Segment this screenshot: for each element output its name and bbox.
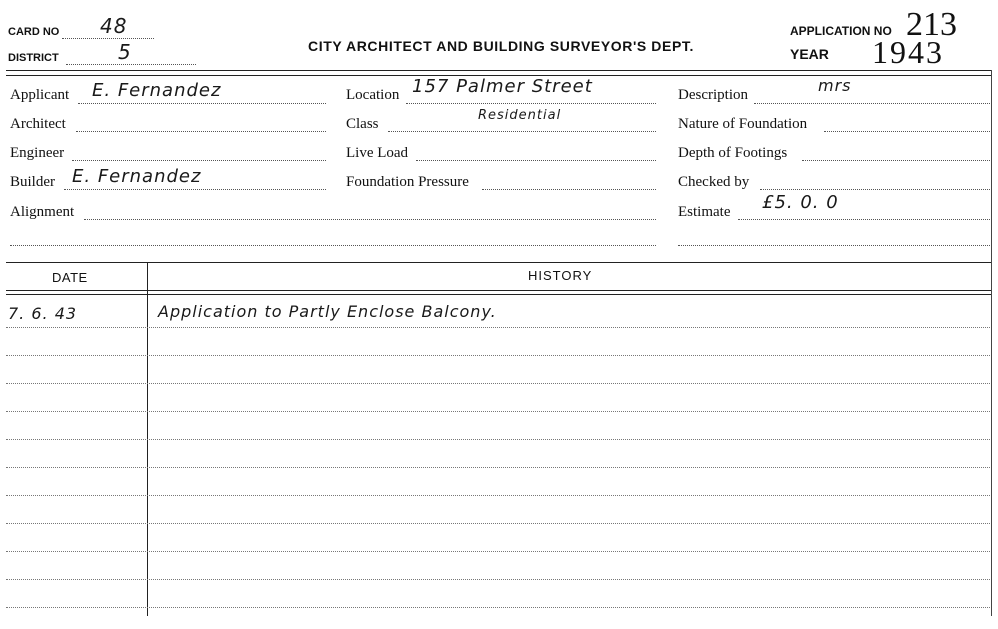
history-column-header: HISTORY xyxy=(528,268,593,283)
card-no-value: 48 xyxy=(100,14,128,38)
card-no-line xyxy=(62,38,154,39)
applicant-label: Applicant xyxy=(10,87,70,103)
builder-label: Builder xyxy=(10,174,55,190)
foundation-pressure-label: Foundation Pressure xyxy=(346,174,469,190)
alignment-label: Alignment xyxy=(10,204,75,220)
applicant-line xyxy=(78,103,326,104)
table-rule-header-b xyxy=(6,294,992,295)
checked-by-label: Checked by xyxy=(678,174,750,190)
date-column-header: DATE xyxy=(52,270,88,285)
depth-of-footings-label: Depth of Footings xyxy=(678,145,788,161)
ruled-line xyxy=(6,439,992,440)
description-label: Description xyxy=(678,87,748,103)
architect-label: Architect xyxy=(10,116,66,132)
right-extra-line xyxy=(678,245,992,246)
engineer-label: Engineer xyxy=(10,145,65,161)
district-label: DISTRICT xyxy=(8,52,59,64)
foundation-pressure-line xyxy=(482,189,656,190)
checked-by-line xyxy=(760,189,992,190)
ruled-line xyxy=(6,327,992,328)
live-load-label: Live Load xyxy=(346,145,409,161)
application-no-label: APPLICATION NO xyxy=(790,24,892,38)
district-line xyxy=(66,64,196,65)
card-no-label: CARD NO xyxy=(8,26,60,38)
location-value: 157 Palmer Street xyxy=(412,76,593,97)
estimate-line xyxy=(738,219,992,220)
builder-line xyxy=(64,189,326,190)
history-row-entry: Application to Partly Enclose Balcony. xyxy=(158,302,497,321)
applicant-value: E. Fernandez xyxy=(92,80,222,101)
class-label: Class xyxy=(346,116,379,132)
live-load-line xyxy=(416,160,656,161)
ruled-line xyxy=(6,355,992,356)
ruled-line xyxy=(6,383,992,384)
ruled-line xyxy=(6,607,992,608)
ruled-line xyxy=(6,467,992,468)
table-rule-top xyxy=(6,262,992,263)
table-rule-header-a xyxy=(6,290,992,291)
estimate-label: Estimate xyxy=(678,204,731,220)
ruled-line xyxy=(6,411,992,412)
header-rule-top xyxy=(6,70,992,71)
location-line xyxy=(406,103,656,104)
year-label: YEAR xyxy=(790,46,829,62)
description-value: mrs xyxy=(818,76,852,95)
ruled-line xyxy=(6,523,992,524)
department-title: CITY ARCHITECT AND BUILDING SURVEYOR'S DEPT. xyxy=(308,38,694,54)
nature-of-foundation-label: Nature of Foundation xyxy=(678,116,808,132)
district-value: 5 xyxy=(118,40,132,64)
card-right-edge xyxy=(991,70,992,616)
alignment-line xyxy=(84,219,656,220)
architect-line xyxy=(76,131,326,132)
depth-of-footings-line xyxy=(802,160,992,161)
ruled-line xyxy=(6,495,992,496)
builder-value: E. Fernandez xyxy=(72,166,202,187)
engineer-line xyxy=(72,160,326,161)
location-label: Location xyxy=(346,87,400,103)
class-line xyxy=(388,131,656,132)
history-row-date: 7. 6. 43 xyxy=(8,304,78,323)
alignment-line-2 xyxy=(10,245,656,246)
description-line xyxy=(754,103,992,104)
class-value: Residential xyxy=(478,108,562,123)
nature-of-foundation-line xyxy=(824,131,992,132)
ruled-line xyxy=(6,579,992,580)
estimate-value: £5. 0. 0 xyxy=(762,192,839,213)
application-no-value: 213 xyxy=(906,6,957,43)
ruled-line xyxy=(6,551,992,552)
year-value: 1943 xyxy=(872,34,944,70)
